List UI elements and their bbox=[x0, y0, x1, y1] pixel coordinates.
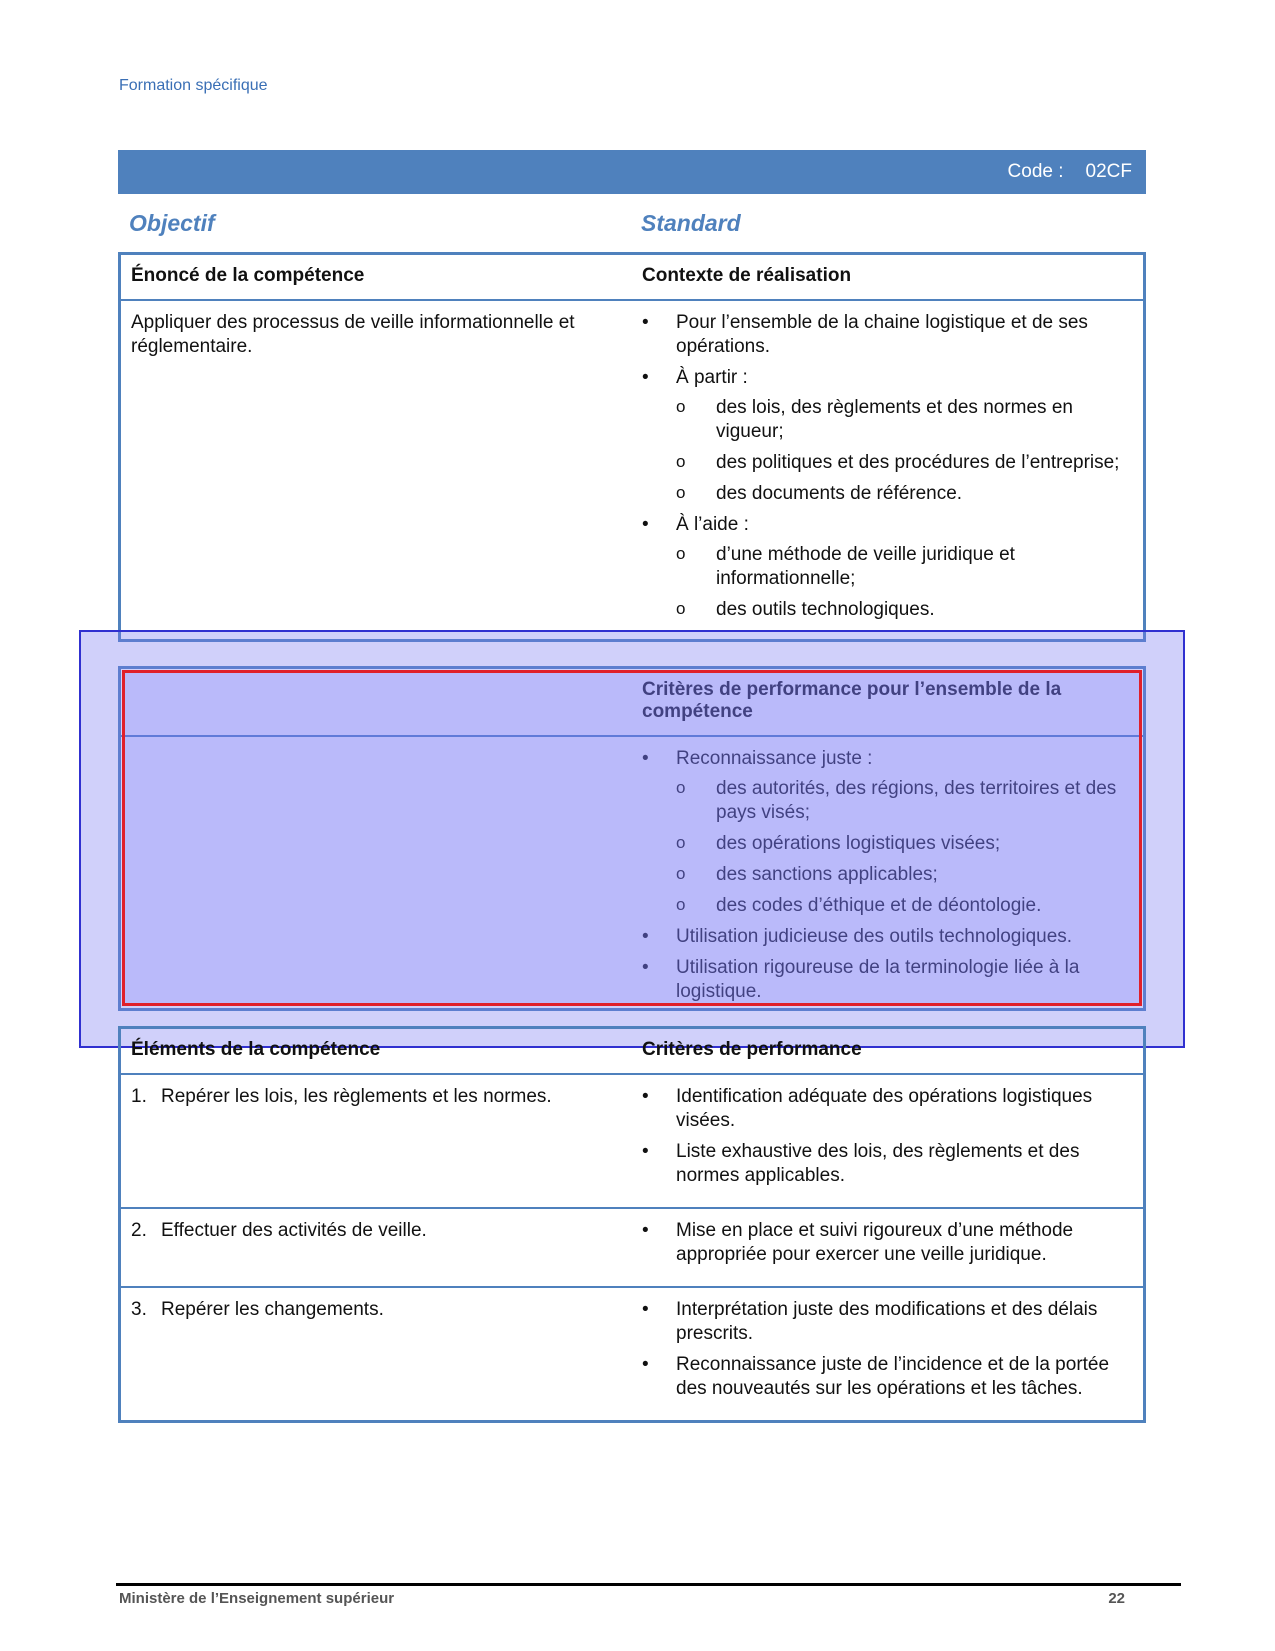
list-item bbox=[642, 366, 1131, 506]
sub-list-item: o des politiques et des procédures de l’entreprise; bbox=[676, 451, 1131, 475]
sub-list-item: o des sanctions applicables; bbox=[676, 863, 1131, 887]
list-item: • Utilisation rigoureuse de la terminologie liée à la logistique. bbox=[642, 956, 1131, 1004]
list-item: • Mise en place et suivi rigoureux d’une méthode appropriée pour exercer une veille juridique. bbox=[642, 1219, 1131, 1267]
table-row bbox=[121, 735, 1143, 1023]
list-item-label: À partir : bbox=[676, 367, 748, 388]
criteria-header: Critères de performance bbox=[642, 1039, 862, 1060]
list-item: • Pour l’ensemble de la chaine logistique et de ses opérations. bbox=[642, 311, 1131, 359]
context-header: Contexte de réalisation bbox=[642, 265, 852, 286]
overall-criteria-header: Critères de performance pour l’ensemble de la compétence bbox=[642, 679, 1062, 722]
criteria-list bbox=[642, 1219, 1131, 1267]
criteria-list bbox=[642, 1298, 1131, 1401]
criteria-list bbox=[642, 1085, 1131, 1188]
table-header-row bbox=[121, 1029, 1143, 1073]
objective-heading: Objectif bbox=[129, 210, 215, 236]
element-number: 2. bbox=[131, 1220, 147, 1241]
element-number: 1. bbox=[131, 1086, 147, 1107]
footer-ministry: Ministère de l’Enseignement supérieur bbox=[119, 1590, 395, 1607]
element-label: Effectuer des activités de veille. bbox=[161, 1220, 427, 1241]
sub-list bbox=[676, 396, 1131, 506]
code-bar bbox=[118, 150, 1146, 194]
list-item bbox=[642, 513, 1131, 622]
element-label: Repérer les changements. bbox=[161, 1299, 384, 1320]
list-item: • Interprétation juste des modifications et des délais prescrits. bbox=[642, 1298, 1131, 1346]
sub-list-item: o des codes d’éthique et de déontologie. bbox=[676, 894, 1131, 918]
table-row bbox=[121, 1207, 1143, 1286]
code-value: 02CF bbox=[1085, 161, 1132, 182]
element-label: Repérer les lois, les règlements et les normes. bbox=[161, 1086, 552, 1107]
context-list bbox=[642, 311, 1131, 622]
sub-list-item: o des opérations logistiques visées; bbox=[676, 832, 1131, 856]
competence-elements-table bbox=[118, 1026, 1146, 1423]
criteria-list bbox=[642, 747, 1131, 1004]
statement-header: Énoncé de la compétence bbox=[131, 265, 365, 286]
list-item: • Reconnaissance juste de l’incidence et de la portée des nouveautés sur les opérations et les tâches. bbox=[642, 1353, 1131, 1401]
table-row bbox=[121, 299, 1143, 639]
list-item-label: À l’aide : bbox=[676, 514, 749, 535]
sub-list-item: o d’une méthode de veille juridique et informationnelle; bbox=[676, 543, 1131, 591]
list-item: • Identification adéquate des opérations logistiques visées. bbox=[642, 1085, 1131, 1133]
element-text bbox=[121, 1075, 633, 1207]
list-item: • Liste exhaustive des lois, des règlements et des normes applicables. bbox=[642, 1140, 1131, 1188]
sub-list bbox=[676, 543, 1131, 622]
element-text bbox=[121, 1209, 633, 1286]
footer-divider bbox=[116, 1583, 1181, 1586]
sub-list-item: o des lois, des règlements et des normes en vigueur; bbox=[676, 396, 1131, 444]
competence-statement-table bbox=[118, 252, 1146, 642]
standard-heading: Standard bbox=[641, 210, 741, 236]
page-number: 22 bbox=[1108, 1590, 1125, 1607]
list-item-label: Reconnaissance juste : bbox=[676, 748, 873, 769]
sub-list-item: o des documents de référence. bbox=[676, 482, 1131, 506]
overall-criteria-table bbox=[118, 666, 1146, 1011]
sub-list-item: o des autorités, des régions, des territoires et des pays visés; bbox=[676, 777, 1131, 825]
sub-list bbox=[676, 777, 1131, 918]
list-item: • Utilisation judicieuse des outils technologiques. bbox=[642, 925, 1131, 949]
list-item bbox=[642, 747, 1131, 918]
competence-statement: Appliquer des processus de veille informationnelle et réglementaire. bbox=[131, 312, 575, 357]
elements-header: Éléments de la compétence bbox=[131, 1039, 381, 1060]
table-row bbox=[121, 1073, 1143, 1207]
section-header-label: Formation spécifique bbox=[119, 77, 268, 94]
table-header-row bbox=[121, 669, 1143, 735]
element-number: 3. bbox=[131, 1299, 147, 1320]
table-header-row bbox=[121, 255, 1143, 299]
code-label: Code : bbox=[1007, 161, 1064, 182]
table-row bbox=[121, 1286, 1143, 1420]
element-text bbox=[121, 1288, 633, 1420]
sub-list-item: o des outils technologiques. bbox=[676, 598, 1131, 622]
